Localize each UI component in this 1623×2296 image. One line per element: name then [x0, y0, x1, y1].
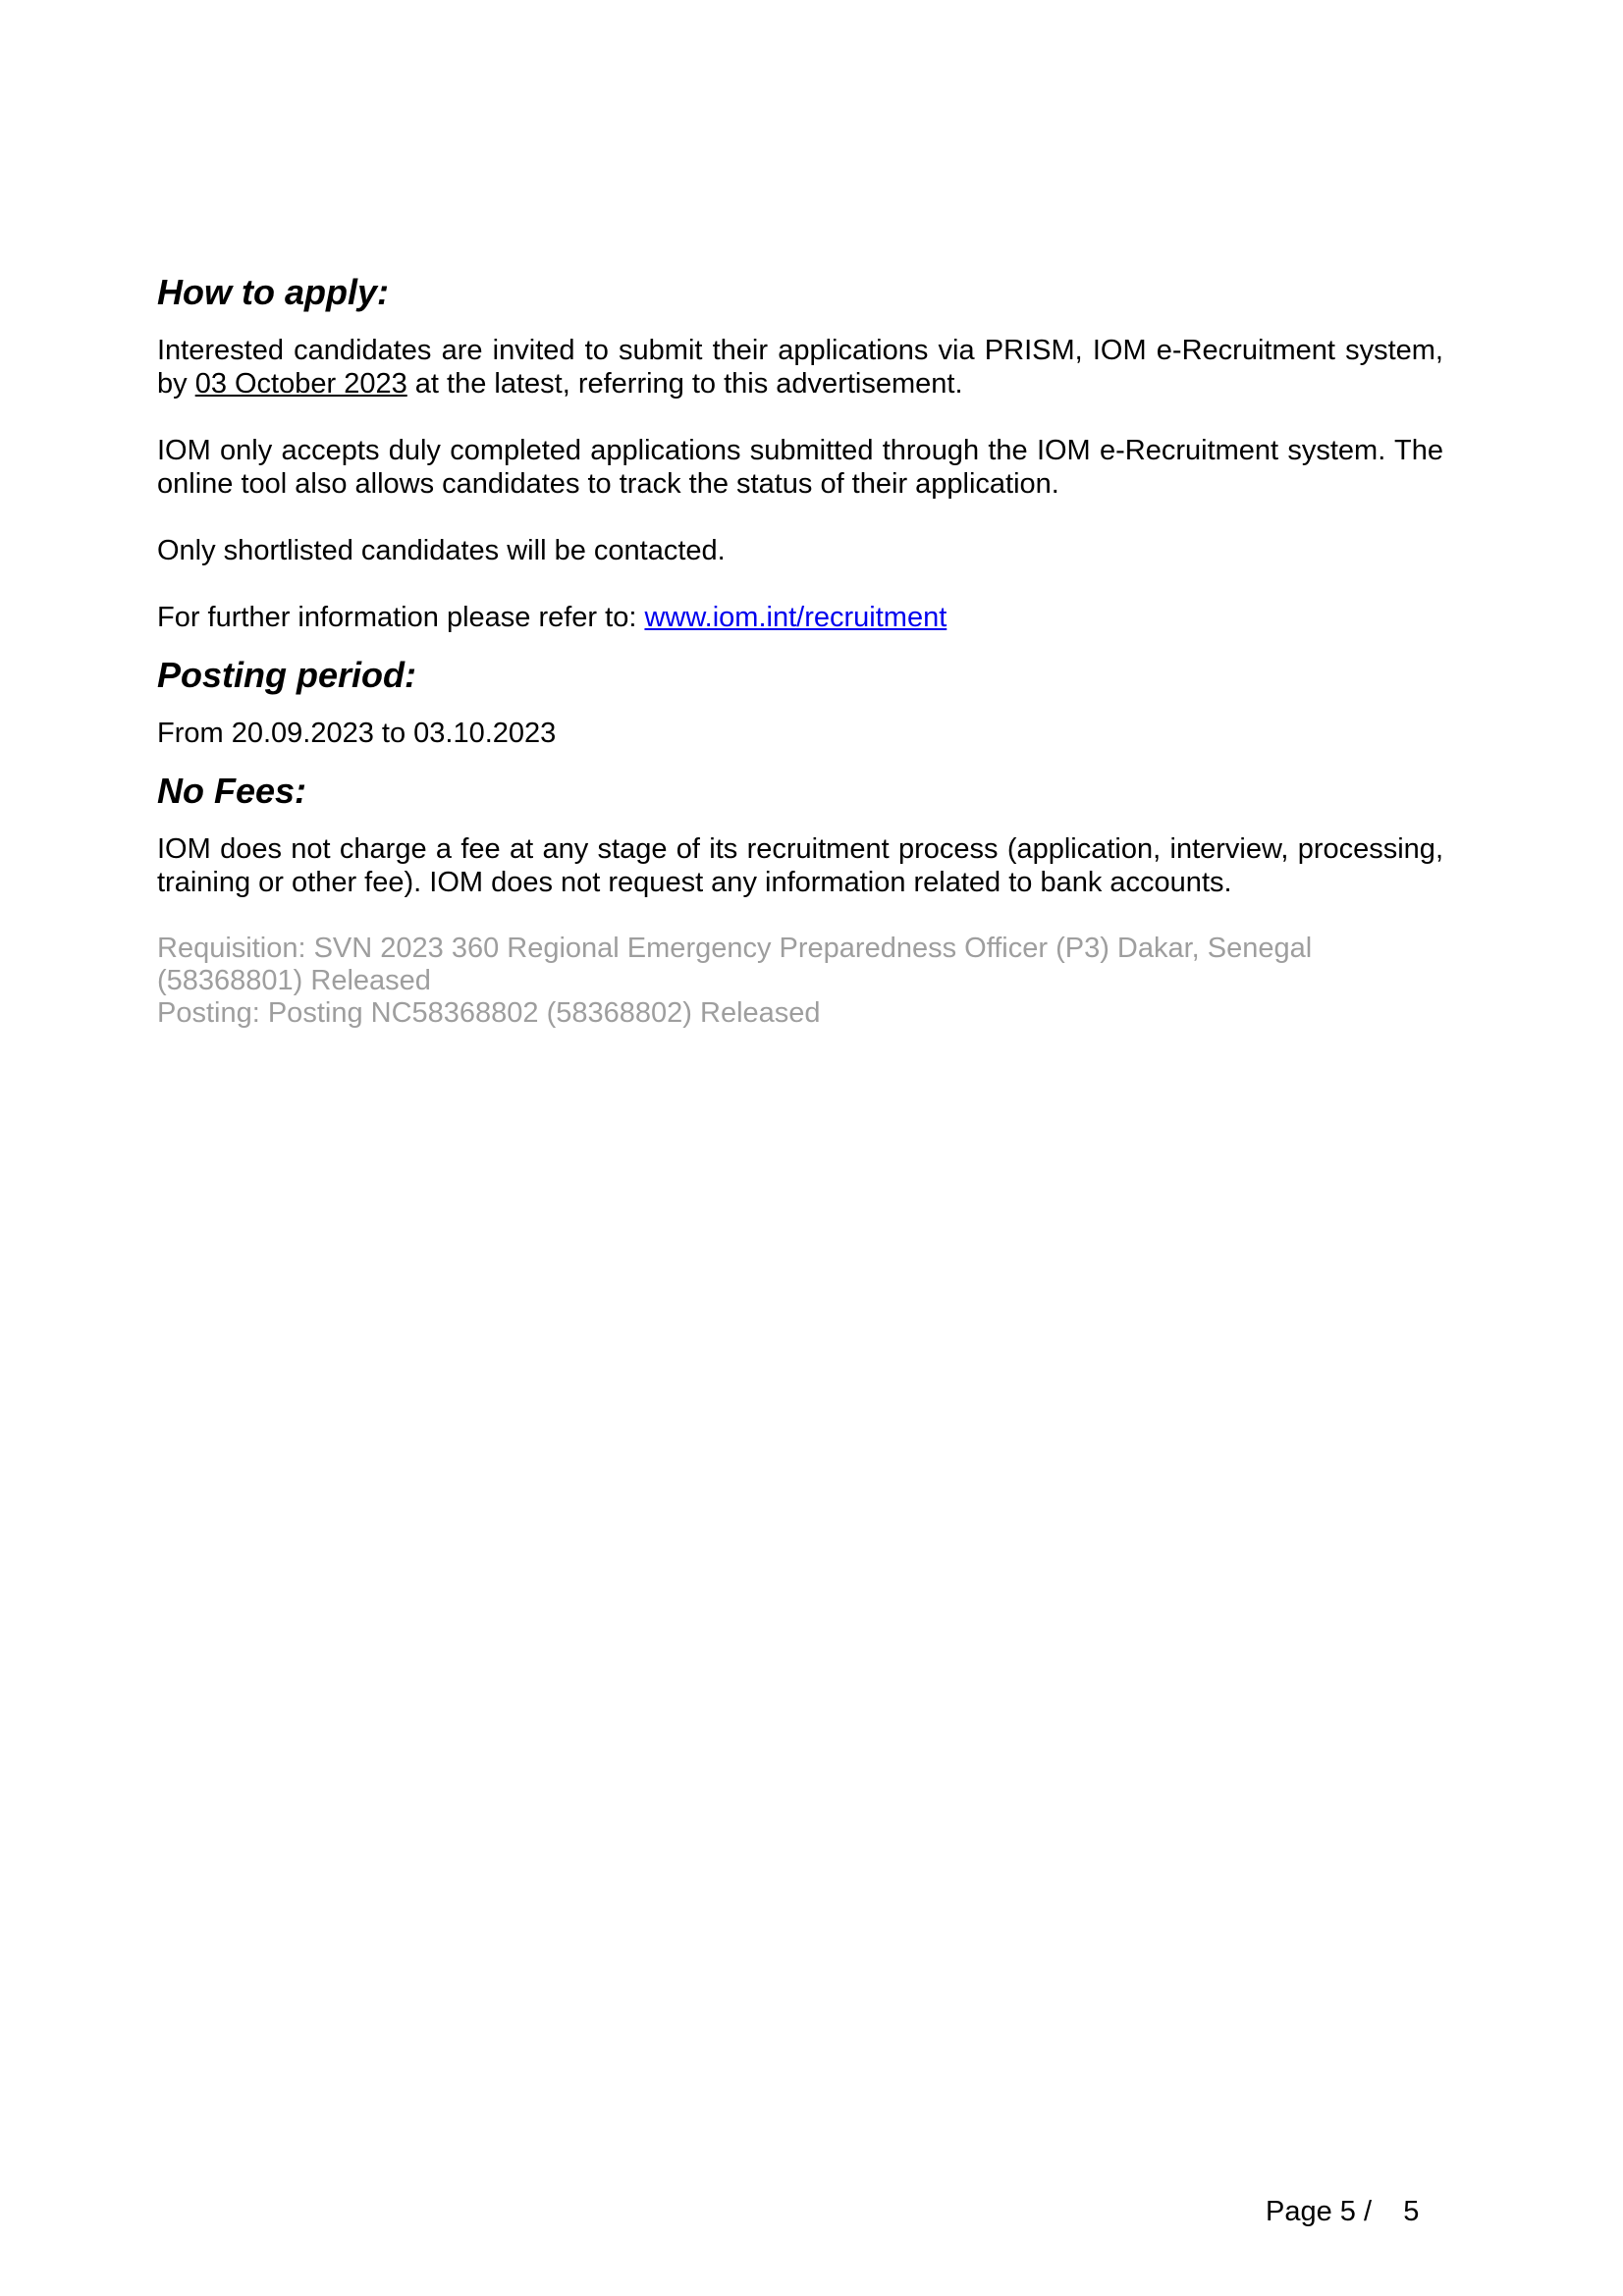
how-to-apply-paragraph-2: IOM only accepts duly completed applications submitted through the IOM e-Recruitment system. The online tool also allows candidates to track the status of their application. [157, 435, 1443, 500]
posting-period-heading: Posting period: [157, 655, 416, 695]
recruitment-link[interactable]: www.iom.int/recruitment [644, 602, 947, 633]
no-fees-text: IOM does not charge a fee at any stage of its recruitment process (application, interview, processing, training or other fee). IOM does not request any information related to bank accounts. [157, 833, 1443, 898]
apply-intro-tail: at the latest, referring to this advertisement. [406, 368, 963, 400]
document-page [157, 271, 1443, 1030]
deadline-date: 03 October 2023 [194, 368, 407, 400]
how-to-apply-paragraph-4 [157, 601, 1443, 634]
apply-intro-text: Interested candidates are invited to submit their applications via PRISM, IOM e-Recruitment system, by [157, 335, 1443, 400]
requisition-text: Requisition: SVN 2023 360 Regional Emergency Preparedness Officer (P3) Dakar, Senegal (58368801) Released [157, 933, 1313, 996]
no-fees-heading: No Fees: [157, 771, 307, 811]
page-number: Page 5 / 5 [1266, 2196, 1420, 2227]
posting-text: Posting: Posting NC58368802 (58368802) Released [157, 997, 821, 1029]
how-to-apply-paragraph-1 [157, 334, 1443, 400]
posting-period-text: From 20.09.2023 to 03.10.2023 [157, 718, 557, 749]
how-to-apply-heading: How to apply: [157, 272, 389, 312]
how-to-apply-paragraph-3: Only shortlisted candidates will be contacted. [157, 535, 726, 566]
further-info-text: For further information please refer to: [157, 602, 645, 633]
